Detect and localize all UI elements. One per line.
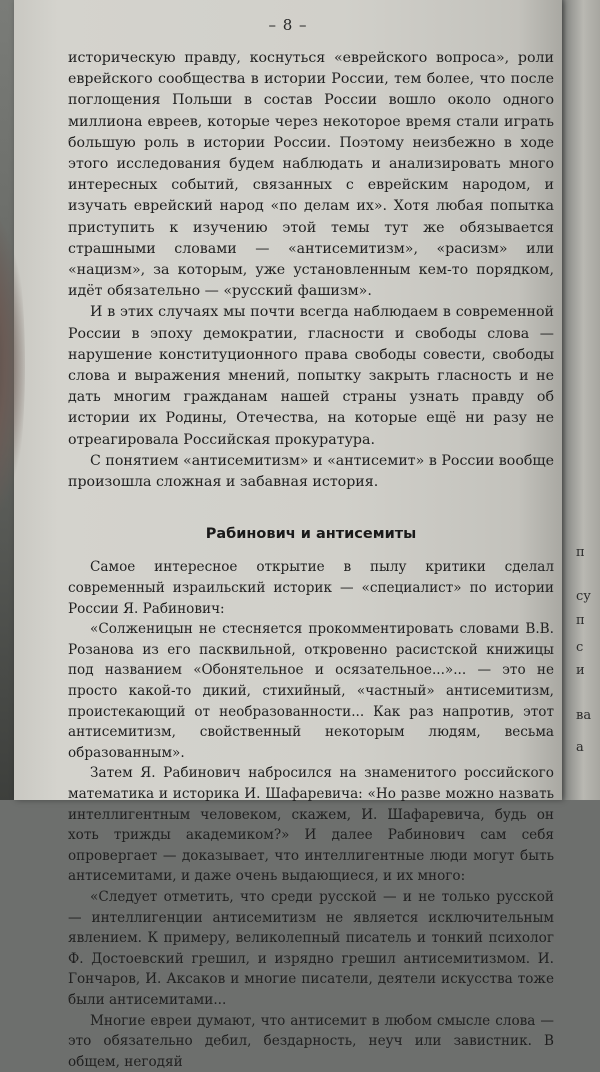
book-page xyxy=(14,0,562,1070)
quote-paragraph: «Следует отметить, что среди русской — и не только русской — интеллигенции антисемитизм не является исключительным явлением. К примеру, великолепный писатель и тонкий психолог Ф. Достоевский грешил, и изрядно грешил антисемитизмом. И. Гончаров, И. Аксаков и многие писатели, деятели искусства тоже были антисемитами... xyxy=(68,888,554,1008)
page-number: – 8 – xyxy=(268,16,308,34)
next-page-fragment: п xyxy=(576,613,585,628)
next-page-fragment: су xyxy=(576,589,591,604)
paragraph: историческую правду, коснуться «еврейского вопроса», роли еврейского сообщества в истории России, тем более, что после поглощения Польши в состав России вошло около одного миллиона евреев, которые через некоторое время стали играть большую роль в истории России. Поэтому неизбежно в ходе этого исследования будем наблюдать и анализировать много интересных событий, связанных с еврейским народом, и изучать еврейский народ «по делам их». Хотя любая попытка приступить к изучению этой темы тут же обязывается страшными словами — «антисемитизм», «расизм» или «нацизм», за которым, уже установленным кем-то порядком, идёт обязательно — «русский фашизм». xyxy=(68,50,554,300)
paragraph: Многие евреи думают, что антисемит в любом смысле слова — это обязательно дебил, бездарность, неуч или завистник. В общем, негодяй xyxy=(68,1012,554,1070)
next-page-edge xyxy=(558,0,600,800)
next-page-fragment: с xyxy=(576,640,584,655)
paragraph: И в этих случаях мы почти всегда наблюдаем в современной России в эпоху демократии, гласности и свободы слова — нарушение конституционного права свободы совести, свободы слова и выражения мнений, попытку закрыть гласность и не дать многим гражданам нашей страны узнать правду об истории их Родины, Отечества, на которые ещё ни разу не отреагировала Российская прокуратура. xyxy=(68,304,554,448)
next-page-fragment: ва xyxy=(576,708,592,723)
next-page-fragment: п xyxy=(576,545,585,560)
paragraph: Затем Я. Рабинович набросился на знаменитого российского математика и историка И. Шафаревича: «Но разве можно назвать интеллигентным человеком, скажем, И. Шафаревича, будь он хоть трижды академиком?» И далее Рабинович сам себя опровергает — доказывает, что интеллигентные люди могут быть антисемитами, и даже очень выдающиеся, и их много: xyxy=(68,765,554,885)
quote-paragraph: «Солженицын не стесняется прокомментировать словами В.В. Розанова из его пасквильной, откровенно расистской книжицы под названием «Обонятельное и осязательное...»... — это не просто какой-то дикий, стихийный, «частный» антисемитизм, проистекающий от необразованности... Как раз напротив, этот антисемитизм, свойственный некоторым людям, весьма образованным». xyxy=(68,621,554,761)
next-page-fragment: а xyxy=(576,740,584,755)
paragraph: Самое интересное открытие в пылу критики сделал современный израильский историк — «специалист» по истории России Я. Рабинович: xyxy=(68,559,554,617)
next-page-fragment: и xyxy=(576,663,585,678)
paragraph: С понятием «антисемитизм» и «антисемит» в России вообще произошла сложная и забавная история. xyxy=(68,452,554,491)
section-heading: Рабинович и антисемиты xyxy=(205,526,417,543)
page-text xyxy=(68,48,554,1072)
